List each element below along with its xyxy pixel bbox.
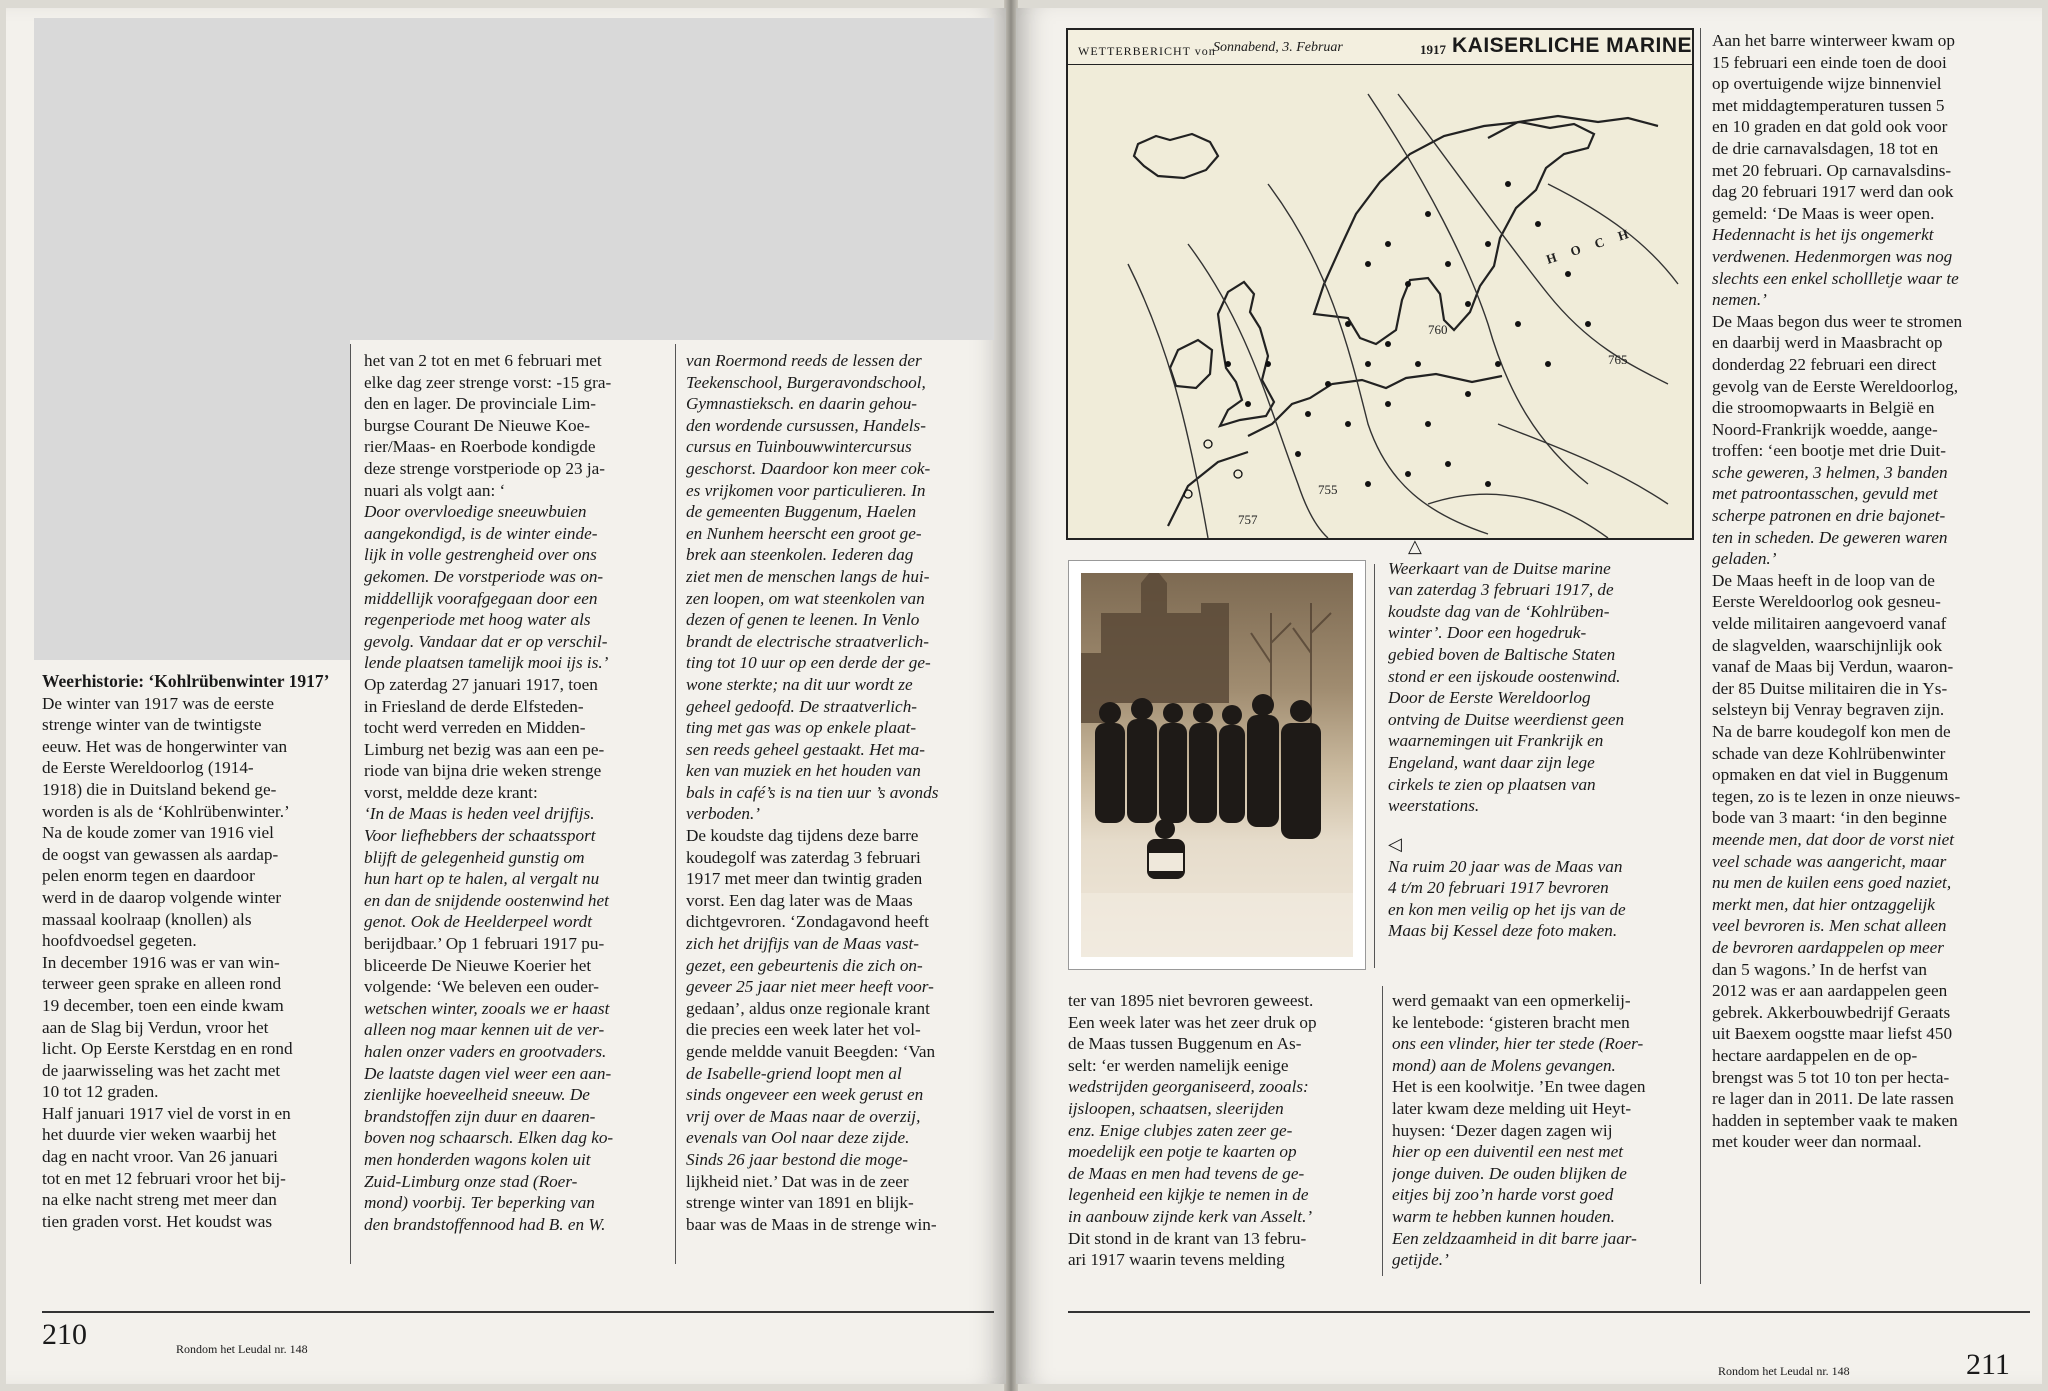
photo-caption-text xyxy=(1388,856,1688,942)
text-line: dezen of genen te leenen. In Venlo xyxy=(686,610,920,630)
redacted-area xyxy=(34,18,994,340)
text-line: 19 december, toen een einde kwam xyxy=(42,995,284,1015)
text-line: Een week later was het zeer druk op xyxy=(1068,1012,1317,1032)
text-line: Noord-Frankrijk woedde, aange- xyxy=(1712,419,1938,439)
text-line: Na de barre koudegolf kon men de xyxy=(1712,722,1951,741)
text-line: wetschen winter, zooals we er haast xyxy=(364,998,610,1018)
text-line: geveer 25 jaar niet meer heeft voor- xyxy=(686,977,934,997)
text-line: strenge winter van 1891 en blijk- xyxy=(686,1193,914,1213)
isobar-label: 760 xyxy=(1428,322,1448,337)
text-line: massaal koolraap (knollen) als xyxy=(42,909,252,929)
text-line: van zaterdag 3 februari 1917, de xyxy=(1388,580,1614,600)
left-column-3 xyxy=(686,350,992,1235)
text-line: riode van bijna drie weken strenge xyxy=(364,761,602,781)
text-line: de slagvelden, waarschijnlijk ook xyxy=(1712,635,1943,655)
text-line: rier/Maas- en Roerbode kondigde xyxy=(364,437,596,457)
page-number: 211 xyxy=(1966,1348,2010,1381)
map-brand: KAISERLICHE MARINE xyxy=(1452,34,1693,57)
text-line: hun hart op te halen, al vergalt nu xyxy=(364,869,600,889)
text-line: stond er een ijskoude oostenwind. xyxy=(1388,666,1621,686)
text-line: veel schade was aangericht, maar xyxy=(1712,851,1947,871)
text-line: en Nunhem heerscht een groot ge- xyxy=(686,523,922,543)
right-column-2 xyxy=(1392,990,1692,1271)
left-column-1 xyxy=(42,671,342,1232)
left-column-2 xyxy=(364,350,664,1235)
text-line: Sinds 26 jaar bestond die moge- xyxy=(686,1149,908,1169)
text-line: uit Baexem oogstte maar liefst 450 xyxy=(1712,1024,1953,1044)
text-line: verboden.’ xyxy=(686,804,760,824)
text-line: slechts een enkel schollletje waar te xyxy=(1712,268,1959,288)
text-line: die precies een week later het vol- xyxy=(686,1020,921,1040)
text-line: brek aan steenkolen. Iederen dag xyxy=(686,545,914,565)
text-line: vanaf de Maas bij Verdun, waaron- xyxy=(1712,657,1954,677)
text-line: De laatste dagen viel weer een aan- xyxy=(364,1063,612,1083)
text-line: zen loopen, om wat steenkolen van xyxy=(686,588,925,608)
text-line: 10 tot 12 graden. xyxy=(42,1082,159,1102)
text-line: de oogst van gewassen als aardap- xyxy=(42,844,279,864)
text-line: wone sterkte; na dit uur wordt ze xyxy=(686,674,913,694)
page-number: 210 xyxy=(42,1318,87,1351)
text-line: winter’. Door een hogedruk- xyxy=(1388,623,1587,643)
text-line: verdwenen. Hedenmorgen was nog xyxy=(1712,246,1953,266)
text-line: De winter van 1917 was de eerste xyxy=(42,693,274,713)
text-line: Zuid-Limburg onze stad (Roer- xyxy=(364,1171,578,1191)
text-line: legenheid een kijkje te nemen in de xyxy=(1068,1185,1309,1205)
up-triangle-icon: △ xyxy=(1408,536,1422,556)
caption-rule xyxy=(1374,564,1375,968)
isobar-label: 755 xyxy=(1318,482,1338,497)
map-title: WETTERBERICHT von xyxy=(1078,44,1216,58)
text-line: aan de Slag bij Verdun, vroor het xyxy=(42,1017,269,1037)
text-line: koudegolf was zaterdag 3 februari xyxy=(686,847,921,867)
text-line: later kwam deze melding uit Heyt- xyxy=(1392,1098,1632,1118)
text-line: burgse Courant De Nieuwe Koe- xyxy=(364,415,590,435)
text-line: gevolg. Vandaar dat er op verschil- xyxy=(364,631,608,651)
text-line: es vrijkomen voor particulieren. In xyxy=(686,480,926,500)
text-line: hectare aardappelen en de op- xyxy=(1712,1045,1918,1065)
text-line: ten in scheden. De geweren waren xyxy=(1712,527,1948,547)
text-line: pelen enorm tegen en daardoor xyxy=(42,866,255,886)
text-line: met 20 februari. Op carnavalsdins- xyxy=(1712,160,1952,180)
column-rule xyxy=(1382,986,1383,1276)
text-line: de Maas tussen Buggenum en As- xyxy=(1068,1034,1302,1054)
text-line: waarnemingen uit Frankrijk en xyxy=(1388,731,1604,751)
empty-station-circles xyxy=(1184,440,1242,498)
text-line: Gymnastieksch. en daarin gehou- xyxy=(686,394,918,414)
text-line: in aanbouw zijnde kerk van Asselt.’ xyxy=(1068,1206,1313,1226)
text-line: terweer geen sprake en alleen rond xyxy=(42,974,282,994)
text-line: zich het drijfijs van de Maas vast- xyxy=(686,934,919,954)
text-line: zienlijke hoeveelheid sneeuw. De xyxy=(364,1085,590,1105)
text-line: het van 2 tot en met 6 februari met xyxy=(364,351,602,370)
text-line: 1918) die in Duitsland bekend ge- xyxy=(42,779,277,799)
text-line: alleen nog maar kennen uit de ver- xyxy=(364,1020,605,1040)
text-line: gebied boven de Baltische Staten xyxy=(1388,644,1616,664)
text-line: dag 20 februari 1917 werd dan ook xyxy=(1712,182,1954,202)
text-line: 2012 was er aan aardappelen geen xyxy=(1712,981,1948,1001)
text-line: koudste dag van de ‘Kohlrüben- xyxy=(1388,601,1610,621)
text-line: bliceerde De Nieuwe Koerier het xyxy=(364,955,592,975)
text-line: volgende: ‘We beleven een ouder- xyxy=(364,977,599,997)
text-line: 15 februari een einde toen de dooi xyxy=(1712,52,1947,72)
text-line: boven nog schaarsch. Elken dag ko- xyxy=(364,1128,614,1148)
running-footer: Rondom het Leudal nr. 148 xyxy=(176,1342,308,1356)
text-line: donderdag 22 februari een direct xyxy=(1712,354,1937,374)
text-line: re lager dan in 2011. De late rassen xyxy=(1712,1089,1954,1109)
text-line: Op zaterdag 27 januari 1917, toen xyxy=(364,674,598,694)
column-rule xyxy=(1700,28,1701,1284)
text-line: baar was de Maas in de strenge win- xyxy=(686,1214,937,1234)
text-line: Teekenschool, Burgeravondschool, xyxy=(686,372,926,392)
text-line: hier op een duiventil een nest met xyxy=(1392,1142,1623,1162)
text-line: hadden in september vaak te maken xyxy=(1712,1110,1958,1130)
text-line: halen onzer vaders en grootvaders. xyxy=(364,1042,607,1061)
text-line: gemeld: ‘De Maas is weer open. xyxy=(1712,203,1935,223)
text-line: Limburg net bezig was aan een pe- xyxy=(364,739,605,759)
text-line: jonge duiven. De ouden blijken de xyxy=(1392,1163,1627,1183)
text-line: brandstoffen zijn duur en daaren- xyxy=(364,1106,596,1126)
text-line: vorst. Een dag later was de Maas xyxy=(686,890,913,910)
ireland-outline xyxy=(1170,340,1212,388)
text-line: getijde.’ xyxy=(1392,1250,1449,1270)
text-line: sche geweren, 3 helmen, 3 banden xyxy=(1712,462,1948,482)
right-column-1 xyxy=(1068,990,1368,1271)
text-line: nu men de kuilen eens goed naziet, xyxy=(1712,873,1952,893)
text-line: scherpe patronen en drie bajonet- xyxy=(1712,506,1946,526)
text-line: gezet, een gebeurtenis die zich on- xyxy=(686,955,923,975)
text-line: merkt men, dat hier ontzaggelijk xyxy=(1712,894,1935,914)
text-line: De Maas heeft in de loop van de xyxy=(1712,570,1935,590)
iberia-coast xyxy=(1168,452,1248,526)
text-line: In december 1916 was er van win- xyxy=(42,952,280,972)
text-line: ontving de Duitse weerdienst geen xyxy=(1388,709,1625,729)
text-line: vrij over de Maas naar de overzij, xyxy=(686,1106,921,1126)
text-line: schade van deze Kohlrübenwinter xyxy=(1712,743,1946,763)
column-body xyxy=(42,693,342,1233)
text-line: De Maas begon dus weer te stromen xyxy=(1712,311,1963,331)
text-line: wedstrijden georganiseerd, zooals: xyxy=(1068,1077,1309,1097)
text-line: men honderden wagons kolen uit xyxy=(364,1149,591,1169)
text-line: dan 5 wagons.’ In de herfst van xyxy=(1712,959,1927,979)
text-line: van Roermond reeds de lessen der xyxy=(686,351,922,370)
text-line: met kouder weer dan normaal. xyxy=(1712,1132,1922,1152)
right-column-3 xyxy=(1712,30,2024,1153)
text-line: ken van muziek en het houden van xyxy=(686,761,921,781)
text-line: werd gemaakt van een opmerkelij- xyxy=(1392,991,1631,1010)
text-line: velde militairen aangevoerd vanaf xyxy=(1712,614,1947,634)
text-line: middellijk voorafgegaan door een xyxy=(364,588,598,608)
text-line: blijft de gelegenheid gunstig om xyxy=(364,847,585,867)
map-header xyxy=(1068,30,1692,65)
text-line: nuari als volgt aan: ‘ xyxy=(364,480,506,500)
text-line: in Friesland de derde Elfsteden- xyxy=(364,696,584,716)
text-line: enz. Enige clubjes zaten zeer ge- xyxy=(1068,1120,1293,1140)
text-line: na elke nacht streng met meer dan xyxy=(42,1190,277,1210)
text-line: gende meldde vanuit Beegden: ‘Van xyxy=(686,1042,936,1061)
text-line: en daarbij werd in Maasbracht op xyxy=(1712,333,1943,353)
isobar-label: 765 xyxy=(1608,352,1628,367)
text-line: eitjes bij zoo’n harde vorst goed xyxy=(1392,1185,1614,1205)
text-line: bals in café’s is na tien uur ’s avonds xyxy=(686,782,939,802)
text-line: ke lentebode: ‘gisteren bracht men xyxy=(1392,1012,1630,1032)
text-line: op overtuigende wijze binnenviel xyxy=(1712,74,1942,94)
weather-map xyxy=(1066,28,1694,540)
text-line: mond) voorbij. Ter beperking van xyxy=(364,1193,595,1213)
column-rule xyxy=(675,344,676,1264)
text-line: met patroontasschen, gevuld met xyxy=(1712,484,1938,504)
column-rule xyxy=(350,344,351,1264)
text-line: geheel gedoofd. De straatverlich- xyxy=(686,696,918,716)
text-line: Hedennacht is het ijs ongemerkt xyxy=(1712,225,1934,245)
text-line: lijkheid niet.’ Dat was in de zeer xyxy=(686,1171,909,1191)
text-line: ting met gas was op enkele plaat- xyxy=(686,718,917,738)
text-line: Voor liefhebbers der schaatssport xyxy=(364,826,596,846)
map-drawing xyxy=(1068,64,1692,538)
text-line: ter van 1895 niet bevroren geweest. xyxy=(1068,991,1314,1010)
text-line: brengst was 5 tot 10 ton per hecta- xyxy=(1712,1067,1950,1087)
text-line: de Isabelle-griend loopt men al xyxy=(686,1063,902,1083)
text-line: cursus en Tuinbouwwintercursus xyxy=(686,437,912,457)
footer-rule xyxy=(42,1311,994,1313)
text-line: sinds ongeveer een week gerust en xyxy=(686,1085,924,1105)
left-page xyxy=(6,8,1006,1384)
text-line: worden is als de ‘Kohlrübenwinter.’ xyxy=(42,801,290,821)
running-footer: Rondom het Leudal nr. 148 xyxy=(1718,1364,1850,1378)
text-line: Engeland, want daar zijn lege xyxy=(1388,752,1595,772)
right-page xyxy=(1016,8,2042,1384)
text-line: gedaan’, aldus onze regionale krant xyxy=(686,998,930,1018)
text-line: Na ruim 20 jaar was de Maas van xyxy=(1388,856,1623,876)
text-line: hoofdvoedsel gegeten. xyxy=(42,931,197,951)
text-line: Door overvloedige sneeuwbuien xyxy=(364,502,587,522)
map-caption xyxy=(1388,536,1688,817)
iceland-outline xyxy=(1134,134,1218,178)
left-triangle-icon: ◁ xyxy=(1388,834,1402,854)
text-line: veel bevroren is. Men schat alleen xyxy=(1712,916,1947,936)
text-line: den wordende cursussen, Handels- xyxy=(686,415,926,435)
text-line: evenals van Ool naar deze zijde. xyxy=(686,1128,910,1148)
text-line: 1917 met meer dan twintig graden xyxy=(686,869,923,889)
text-line: het duurde vier weken waarbij het xyxy=(42,1125,277,1145)
text-line: Aan het barre winterweer kwam op xyxy=(1712,31,1955,50)
text-line: tegen, zo is te lezen in onze nieuws- xyxy=(1712,786,1961,806)
text-line: huysen: ‘Dezer dagen zagen wij xyxy=(1392,1120,1613,1140)
text-line: en dan de snijdende oostenwind het xyxy=(364,890,609,910)
text-line: die stroomopwaarts in België en xyxy=(1712,398,1935,418)
text-line: dag en nacht vroor. Van 26 januari xyxy=(42,1147,278,1167)
text-line: geladen.’ xyxy=(1712,549,1777,569)
text-line: bode van 3 maart: ‘in den beginne xyxy=(1712,808,1947,828)
text-line: nemen.’ xyxy=(1712,290,1767,310)
text-line: de jaarwisseling was het zacht met xyxy=(42,1060,281,1080)
text-line: den brandstoffennood had B. en W. xyxy=(364,1214,606,1234)
text-line: ari 1917 waarin tevens melding xyxy=(1068,1250,1285,1270)
text-line: de Eerste Wereldoorlog (1914- xyxy=(42,758,254,778)
text-line: warm te hebben kunnen houden. xyxy=(1392,1206,1615,1226)
russia-coast xyxy=(1488,116,1658,138)
text-line: Een zeldzaamheid in dit barre jaar- xyxy=(1392,1228,1637,1248)
text-line: ziet men de menschen langs de hui- xyxy=(686,566,930,586)
text-line: Eerste Wereldoorlog ook gesneu- xyxy=(1712,592,1941,612)
weather-stations xyxy=(1225,181,1591,487)
text-line: lijk in volle gestrengheid over ons xyxy=(364,545,597,565)
text-line: opmaken en dat viel in Buggenum xyxy=(1712,765,1949,785)
text-line: Na de koude zomer van 1916 viel xyxy=(42,823,274,843)
text-line: sen reeds geheel gestaakt. Het ma- xyxy=(686,739,925,759)
text-line: troffen: ‘een bootje met drie Duit- xyxy=(1712,441,1947,461)
text-line: 4 t/m 20 februari 1917 bevroren xyxy=(1388,878,1609,898)
photo-caption xyxy=(1388,834,1688,942)
isobar-label: 757 xyxy=(1238,512,1258,527)
historic-photo xyxy=(1068,560,1366,970)
text-line: brandt de electrische straatverlich- xyxy=(686,631,929,651)
text-line: Het is een koolwitje. ’En twee dagen xyxy=(1392,1077,1646,1097)
map-year: 1917 xyxy=(1420,42,1446,57)
text-line: aangekondigd, is de winter einde- xyxy=(364,523,598,543)
text-line: de bevroren aardappelen op meer xyxy=(1712,937,1944,957)
text-line: berijdbaar.’ Op 1 februari 1917 pu- xyxy=(364,934,605,954)
text-line: tot en met 12 februari vroor het bij- xyxy=(42,1168,286,1188)
text-line: gekomen. De vorstperiode was on- xyxy=(364,566,604,586)
redacted-area-lower xyxy=(34,338,350,660)
text-line: cirkels te zien op plaatsen van xyxy=(1388,774,1596,794)
scandinavia-outline xyxy=(1314,122,1594,344)
europe-coast xyxy=(1248,374,1502,436)
text-line: ‘In de Maas is heden veel drijfijs. xyxy=(364,804,595,824)
text-line: gevolg van de Eerste Wereldoorlog, xyxy=(1712,376,1959,396)
article-heading: Weerhistorie: ‘Kohlrübenwinter 1917’ xyxy=(42,671,330,691)
text-line: selt: ‘er werden namelijk eenige xyxy=(1068,1055,1289,1075)
text-line: Door de Eerste Wereldoorlog xyxy=(1388,688,1591,708)
text-line: de drie carnavalsdagen, 18 tot en xyxy=(1712,138,1939,158)
text-line: selsteyn bij Venray begraven zijn. xyxy=(1712,700,1945,720)
text-line: den en lager. De provinciale Lim- xyxy=(364,394,596,414)
text-line: licht. Op Eerste Kerstdag en en rond xyxy=(42,1039,293,1059)
text-line: Maas bij Kessel deze foto maken. xyxy=(1388,921,1618,941)
map-caption-text xyxy=(1388,558,1688,817)
text-line: elke dag zeer strenge vorst: -15 gra- xyxy=(364,372,612,392)
text-line: ting tot 10 uur op een derde der ge- xyxy=(686,653,931,673)
text-line: tien graden vorst. Het koudst was xyxy=(42,1211,273,1231)
text-line: de gemeenten Buggenum, Haelen xyxy=(686,502,917,522)
text-line: De koudste dag tijdens deze barre xyxy=(686,826,919,846)
text-line: genot. Ook de Heelderpeel wordt xyxy=(364,912,592,932)
text-line: meende men, dat door de vorst niet xyxy=(1712,829,1955,849)
text-line: der 85 Duitse militairen die in Ys- xyxy=(1712,678,1948,698)
map-date: Sonnabend, 3. Februar xyxy=(1213,40,1343,55)
photo-image xyxy=(1081,573,1353,957)
text-line: ons een vlinder, hier ter stede (Roer- xyxy=(1392,1034,1644,1054)
text-line: vorst, meldde deze krant: xyxy=(364,782,538,802)
text-line: Dit stond in de krant van 13 febru- xyxy=(1068,1228,1307,1248)
text-line: met middagtemperaturen tussen 5 xyxy=(1712,95,1945,115)
text-line: Half januari 1917 viel de vorst in en xyxy=(42,1103,291,1123)
text-line: weerstations. xyxy=(1388,796,1480,816)
text-line: tocht werd verreden en Midden- xyxy=(364,718,586,738)
high-pressure-label: H O C H xyxy=(1544,224,1636,267)
text-line: ijsloopen, schaatsen, sleerijden xyxy=(1068,1098,1284,1118)
text-line: de Maas en men had tevens de ge- xyxy=(1068,1163,1305,1183)
text-line: strenge winter van de twintigste xyxy=(42,715,262,735)
text-line: lende plaatsen tamelijk mooi ijs is.’ xyxy=(364,653,609,673)
text-line: moedelijk een potje te kaarten op xyxy=(1068,1142,1297,1162)
text-line: Weerkaart van de Duitse marine xyxy=(1388,558,1611,578)
text-line: en 10 graden en dat gold ook voor xyxy=(1712,117,1948,137)
text-line: deze strenge vorstperiode op 23 ja- xyxy=(364,458,606,478)
text-line: geschorst. Daardoor kon meer cok- xyxy=(686,458,931,478)
text-line: regenperiode met hoog water als xyxy=(364,610,591,630)
text-line: mond) aan de Molens gevangen. xyxy=(1392,1055,1616,1075)
text-line: eeuw. Het was de hongerwinter van xyxy=(42,736,288,756)
footer-rule xyxy=(1068,1311,2030,1313)
text-line: en kon men veilig op het ijs van de xyxy=(1388,899,1626,919)
text-line: gebrek. Akkerbouwbedrijf Geraats xyxy=(1712,1002,1951,1022)
text-line: dichtgevroren. ‘Zondagavond heeft xyxy=(686,912,929,932)
text-line: werd in de daarop volgende winter xyxy=(42,887,282,907)
